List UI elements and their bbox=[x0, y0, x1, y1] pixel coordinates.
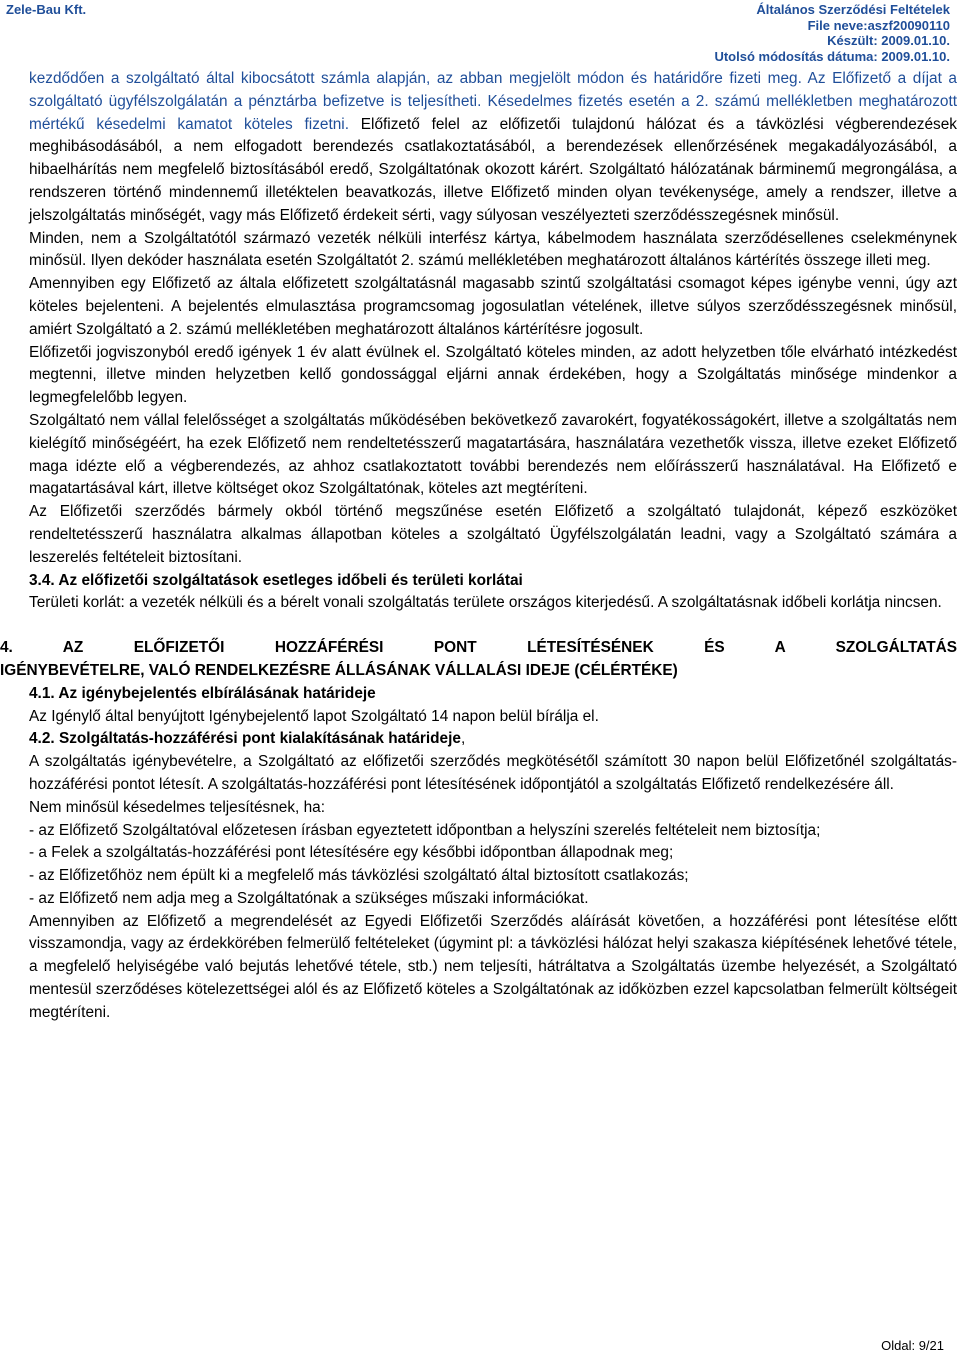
file-name: File neve:aszf20090110 bbox=[807, 17, 950, 33]
paragraph-not-delay: Nem minősül késedelmes teljesítésnek, ha: bbox=[29, 798, 325, 816]
paragraph-territorial: Területi korlát: a vezeték nélküli és a bérelt vonali szolgáltatás területe országos kiterjedésű. A szolgáltatásnak időbeli korlátja nincsen. bbox=[29, 594, 942, 612]
paragraph-payment bbox=[29, 68, 957, 228]
page-number: Oldal: 9/21 bbox=[881, 1338, 944, 1353]
document-header-info bbox=[714, 2, 950, 64]
document-body bbox=[0, 68, 957, 1025]
heading-4-2 bbox=[29, 728, 957, 751]
company-name: Zele-Bau Kft. bbox=[6, 2, 87, 17]
chapter-4-heading-line1: 4. AZ ELŐFIZETŐI HOZZÁFÉRÉSI PONT LÉTESÍTÉSÉNEK ÉS A SZOLGÁLTATÁS bbox=[0, 639, 957, 657]
paragraph-higher-package: Amennyiben egy Előfizető az általa előfizetett szolgáltatásnál magasabb szintű szolgáltatási csomagot képes igénybe venni, úgy azt köteles bejelenteni. A bejelentés elmulasztása programcsomag jogosulatlan vételének, illetve súlyos szerződésszegésnek minősül, amiért Szolgáltató a 2. számú mellékletében meghatározott általános kártérítésre jogosult. bbox=[29, 275, 957, 338]
paragraph-claims: Előfizetői jogviszonyból eredő igények 1 év alatt évülnek el. Szolgáltató köteles minden, az adott helyzetben tőle elvárható intézkedést megtenni, illetve minden helyzetben kellő gondossággal eljárni annak érdekében, hogy a Szolgáltatás minősége mindenkor a legmegfelelőbb legyen. bbox=[29, 343, 957, 407]
paragraph-payment-text: kezdődően a szolgáltató által kibocsátott számla alapján, az abban megjelölt módon és határidőre fizeti meg. Az Előfizető a díjat a szolgáltató ügyfélszolgálatán a pénztárba befizetve is teljesítheti. Késedelmes fizetés esetén a 2. számú mellékletben meghatározott mértékű késedelmi kamatot köteles fizetni. bbox=[29, 70, 957, 133]
heading-3-4: 3.4. Az előfizetői szolgáltatások esetleges időbeli és területi korlátai bbox=[29, 571, 523, 589]
list-item: - az Előfizetőhöz nem épült ki a megfelelő más távközlési szolgáltató által biztosított csatlakozás; bbox=[29, 867, 689, 885]
paragraph-liability-text: Előfizető felel az előfizetői tulajdonú hálózat és a távközlési végberendezések meghibásodásából, a nem elfogadott berendezés csatlakoztatásából, a berendezések ellenőrzésének megakadályozásából, a hibaelhárítás nem megfelelő biztosításából eredő, Szolgáltatónak okozott kárért. Szolgáltató hálózatának bárminemű megrongálása, a rendszeren történő mindennemű illetéktelen beavatkozás, illetve Előfizető minden olyan tevékenysége, amely a rendszer, illetve a jelszolgáltatás minőségét, vagy más Előfizető érdekeit sérti, vagy súlyosan veszélyezteti szerződésszegésnek minősül. bbox=[29, 115, 957, 224]
created-date: Készült: 2009.01.10. bbox=[827, 33, 950, 48]
paragraph-termination: Az Előfizetői szerződés bármely okból történő megszűnése esetén Előfizető a szolgáltató tulajdonát, képező eszközöket rendeltetésszerű használatra alkalmas állapotban köteles a szolgáltató Ügyfélszolgálatán leadni, vagy a Szolgáltató számára a leszerelés feltételeit biztosítani. bbox=[29, 503, 957, 566]
chapter-4-heading-line2: IGÉNYBEVÉTELRE, VALÓ RENDELKEZÉSRE ÁLLÁSÁNAK VÁLLALÁSI IDEJE (CÉLÉRTÉKE) bbox=[0, 661, 678, 679]
paragraph-no-liability: Szolgáltató nem vállal felelősséget a szolgáltatás működésében bekövetkező zavarokért, fogyatékosságokért, illetve a szolgáltatás nem kielégítő minőségéért, ha ezek Előfizető nem rendeltetésszerű magatartására, használatára vezethetők vissza, illetve ezeket Előfizető maga idézte elő a végberendezés, az ahhoz csatlakoztatott további berendezés nem előírásszerű használatával. Ha Előfizető e magatartásával kárt, illetve költséget okoz Szolgáltatónak, köteles azt megtéríteni. bbox=[29, 411, 957, 498]
paragraph-access-point: A szolgáltatás igénybevételre, a Szolgáltató az előfizetői szerződés megkötésétől számított 30 napon belül Előfizetőnél szolgáltatás-hozzáférési pontot létesít. A szolgáltatás-hozzáférési pont létesítésének időpontjától a szolgáltatás Előfizető rendelkezésére áll. bbox=[29, 753, 957, 793]
heading-4-1: 4.1. Az igénybejelentés elbírálásának határideje bbox=[29, 684, 376, 702]
paragraph-interface-card: Minden, nem a Szolgáltatótól származó vezeték nélküli interfész kártya, kábelmodem használata szerződésellenes cselekménynek minősül. Ilyen dekóder használata esetén Szolgáltatót 2. számú mellékletében meghatározott általános kártérítés összege illeti meg. bbox=[29, 229, 957, 270]
list-item: - az Előfizető Szolgáltatóval előzetesen írásban egyeztetett időpontban a helyszíni szerelés feltételeit nem biztosítja; bbox=[29, 821, 821, 839]
doc-title: Általános Szerződési Feltételek bbox=[756, 2, 950, 17]
modified-date: Utolsó módosítás dátuma: 2009.01.10. bbox=[714, 48, 950, 64]
heading-4-2-comma: , bbox=[460, 730, 466, 748]
chapter-4-heading bbox=[0, 637, 957, 683]
list-item: - a Felek a szolgáltatás-hozzáférési pont létesítésére egy későbbi időpontban állapodnak meg; bbox=[29, 844, 674, 862]
paragraph-cancellation: Amennyiben az Előfizető a megrendelését az Egyedi Előfizetői Szerződés aláírását követően, a hozzáférési pont létesítése előtt visszamondja, vagy az érdekkörében felmerülő feltételeket (úgymint pl: a távközlési hálózat helyi szakasza kiépítésének lehetővé tétele, a megfelelő helyiségébe való bejutás lehetővé tétele, stb.) nem teljesíti, hátráltatva a Szolgáltatás üzembe helyezését, a Szolgáltató mentesül szerződéses kötelezettségei alól és az Előfizető köteles a Szolgáltatónak az időközben ezzel kapcsolatban felmerült költségeit megtéríteni. bbox=[29, 912, 957, 1021]
list-item: - az Előfizető nem adja meg a Szolgáltatónak a szükséges műszaki információkat. bbox=[29, 889, 589, 907]
paragraph-evaluation: Az Igénylő által benyújtott Igénybejelentő lapot Szolgáltató 14 napon belül bírálja el. bbox=[29, 707, 599, 725]
heading-4-2-text: 4.2. Szolgáltatás-hozzáférési pont kialakításának határideje bbox=[29, 730, 461, 748]
